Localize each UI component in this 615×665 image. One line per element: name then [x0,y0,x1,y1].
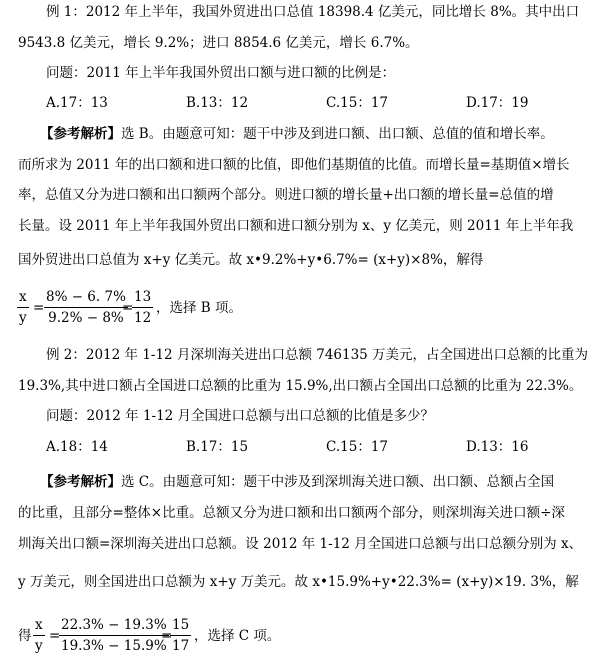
ex2-formula-tail: ，选择 C 项。 [194,628,281,644]
ex2-answer-line-2: 的比重，且部分=整体×比重。总额又分为进口额和出口额两个部分，则深圳海关进口额÷深 [18,505,565,521]
ex1-line-1: 例 1：2012 年上半年，我国外贸进出口总值 18398.4 亿美元，同比增长 8%。其中出口 [46,4,580,20]
ex2-option-b: B.17：15 [186,439,249,455]
ex1-fraction-result [132,288,153,327]
ex2-f2-numerator: 22.3% − 19.3% [59,616,169,636]
ex2-f1-denominator: y [34,638,43,654]
ex1-answer-line-2: 而所求为 2011 年的出口额和进口额的比值，即他们基期值的比值。而增长量=基期值×增长 [18,157,570,173]
ex1-answer-text-1: 选 B。由题意可知：题干中涉及到进口额、出口额、总值的值和增长率。 [121,126,554,142]
ex2-f3-numerator: 15 [170,616,191,636]
ex1-f3-numerator: 13 [132,288,153,308]
ex2-answer-tag: 【参考解析】 [40,474,121,490]
ex1-f3-denominator: 12 [134,310,152,326]
ex1-equals-1: = [33,300,45,316]
ex2-f2-denominator: 19.3% − 15.9% [61,638,167,654]
ex2-fraction-x-over-y [33,616,45,655]
ex1-option-d: D.17：19 [466,95,529,111]
ex2-line-1: 例 2：2012 年 1-12 月深圳海关进出口总额 746135 万美元，占全国进出口总额的比重为 [46,347,589,363]
ex2-question: 问题：2012 年 1-12 月全国进口总额与出口总额的比值是多少？ [46,408,435,424]
ex2-f1-numerator: x [33,616,45,636]
ex2-equals-2: = [161,628,173,644]
ex1-option-b: B.13：12 [186,95,249,111]
ex1-f1-numerator: x [17,288,29,308]
ex2-option-c: C.15：17 [326,439,388,455]
ex2-answer-line-3: 圳海关出口额=深圳海关进出口总额。设 2012 年 1-12 月全国进口总额与出口总额分别为 x、 [18,536,583,552]
ex1-f2-numerator: 8% − 6. 7% [44,288,128,308]
ex2-answer-line-1 [40,472,554,492]
ex1-equals-2: = [122,300,134,316]
ex2-answer-text-1: 选 C。由题意可知：题干中涉及到深圳海关进口额、出口额、总额占全国 [121,474,555,490]
ex1-answer-line-1 [40,124,554,144]
ex1-f2-denominator: 9.2% − 8% [48,310,124,326]
ex1-question: 问题：2011 年上半年我国外贸出口额与进口额的比例是： [46,65,396,81]
ex1-answer-line-4: 长量。设 2011 年上半年我国外贸出口额和进口额分别为 x、y 亿美元，则 2011 年上半年我 [18,218,574,234]
ex2-equals-1: = [49,628,61,644]
ex1-line-2: 9543.8 亿美元，增长 9.2%；进口 8854.6 亿美元，增长 6.7%。 [18,35,419,51]
ex2-option-a: A.18：14 [46,439,108,455]
ex2-line-2: 19.3%,其中进口额占全国进口总额的比重为 15.9%,出口额占全国出口总额的比重为 22.3%。 [18,378,583,394]
ex2-formula-lead: 得 [18,628,32,644]
ex2-option-d: D.13：16 [466,439,529,455]
ex2-fraction-result [170,616,191,655]
ex1-answer-tag: 【参考解析】 [40,126,121,142]
ex2-answer-line-4: y 万美元，则全国进出口总额为 x+y 万美元。故 x•15.9%+y•22.3%= (x+y)×19. 3%，解 [18,574,579,590]
ex1-option-c: C.15：17 [326,95,388,111]
ex1-f1-denominator: y [18,310,27,326]
ex1-fraction-growth [44,288,128,327]
ex2-fraction-share [59,616,169,655]
ex1-option-a: A.17：13 [46,95,108,111]
ex2-f3-denominator: 17 [172,638,190,654]
ex1-fraction-x-over-y [17,288,29,327]
ex1-formula-tail: ，选择 B 项。 [156,300,243,316]
ex1-answer-line-5: 国外贸进出口总值为 x+y 亿美元。故 x•9.2%+y•6.7%= (x+y)×8%，解得 [18,252,484,268]
ex1-answer-line-3: 率，总值又分为进口额和出口额两个部分。则进口额的增长量+出口额的增长量=总值的增 [18,187,554,203]
